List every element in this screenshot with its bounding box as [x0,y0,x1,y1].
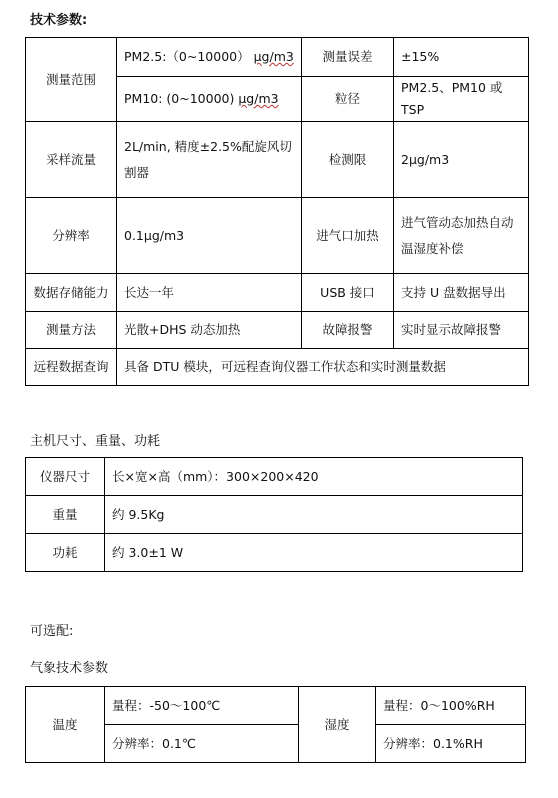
cell-value: PM2.5:（0~10000） μg/m3 [117,38,302,77]
cell-label: 测量范围 [26,38,117,122]
cell-label: 温度 [26,687,105,763]
cell-label: 功耗 [26,534,105,572]
cell-value: PM2.5、PM10 或 TSP [394,77,529,122]
cell-value: 光散+DHS 动态加热 [117,312,302,349]
cell-value: 支持 U 盘数据导出 [394,274,529,312]
dimensions-table [25,457,523,572]
cell-label: 采样流量 [26,122,117,198]
section-heading-tech-params: 技术参数: [30,13,88,28]
cell-value: PM10: (0~10000) μg/m3 [117,77,302,122]
cell-label: 测量误差 [302,38,394,77]
tech-params-table [25,37,529,386]
cell-label: 数据存储能力 [26,274,117,312]
cell-value: 进气管动态加热自动温湿度补偿 [394,198,529,274]
optional-heading: 可选配: [30,624,74,639]
cell-value: 2L/min, 精度±2.5%配旋风切割器 [117,122,302,198]
cell-value: ±15% [394,38,529,77]
weather-params-heading: 气象技术参数 [30,661,109,676]
cell-label: 仪器尺寸 [26,458,105,496]
cell-value: 分辨率：0.1℃ [105,725,299,763]
cell-label: 故障报警 [302,312,394,349]
cell-value: 约 9.5Kg [105,496,523,534]
cell-value: 0.1μg/m3 [117,198,302,274]
cell-value: 量程：-50～100℃ [105,687,299,725]
cell-value: 2μg/m3 [394,122,529,198]
cell-value: 分辨率：0.1%RH [376,725,526,763]
cell-value: 量程：0～100%RH [376,687,526,725]
cell-value: 长达一年 [117,274,302,312]
weather-params-table [25,686,526,763]
section-heading-dimensions: 主机尺寸、重量、功耗 [30,434,161,449]
cell-value: 实时显示故障报警 [394,312,529,349]
cell-label: 重量 [26,496,105,534]
cell-label: 湿度 [299,687,376,763]
cell-label: 分辨率 [26,198,117,274]
cell-label: 测量方法 [26,312,117,349]
cell-label: 进气口加热 [302,198,394,274]
cell-label: USB 接口 [302,274,394,312]
cell-value: 具备 DTU 模块，可远程查询仪器工作状态和实时测量数据 [117,349,529,386]
cell-label: 检测限 [302,122,394,198]
cell-value: 约 3.0±1 W [105,534,523,572]
cell-value: 长×宽×高（mm）：300×200×420 [105,458,523,496]
cell-label: 粒径 [302,77,394,122]
cell-label: 远程数据查询 [26,349,117,386]
